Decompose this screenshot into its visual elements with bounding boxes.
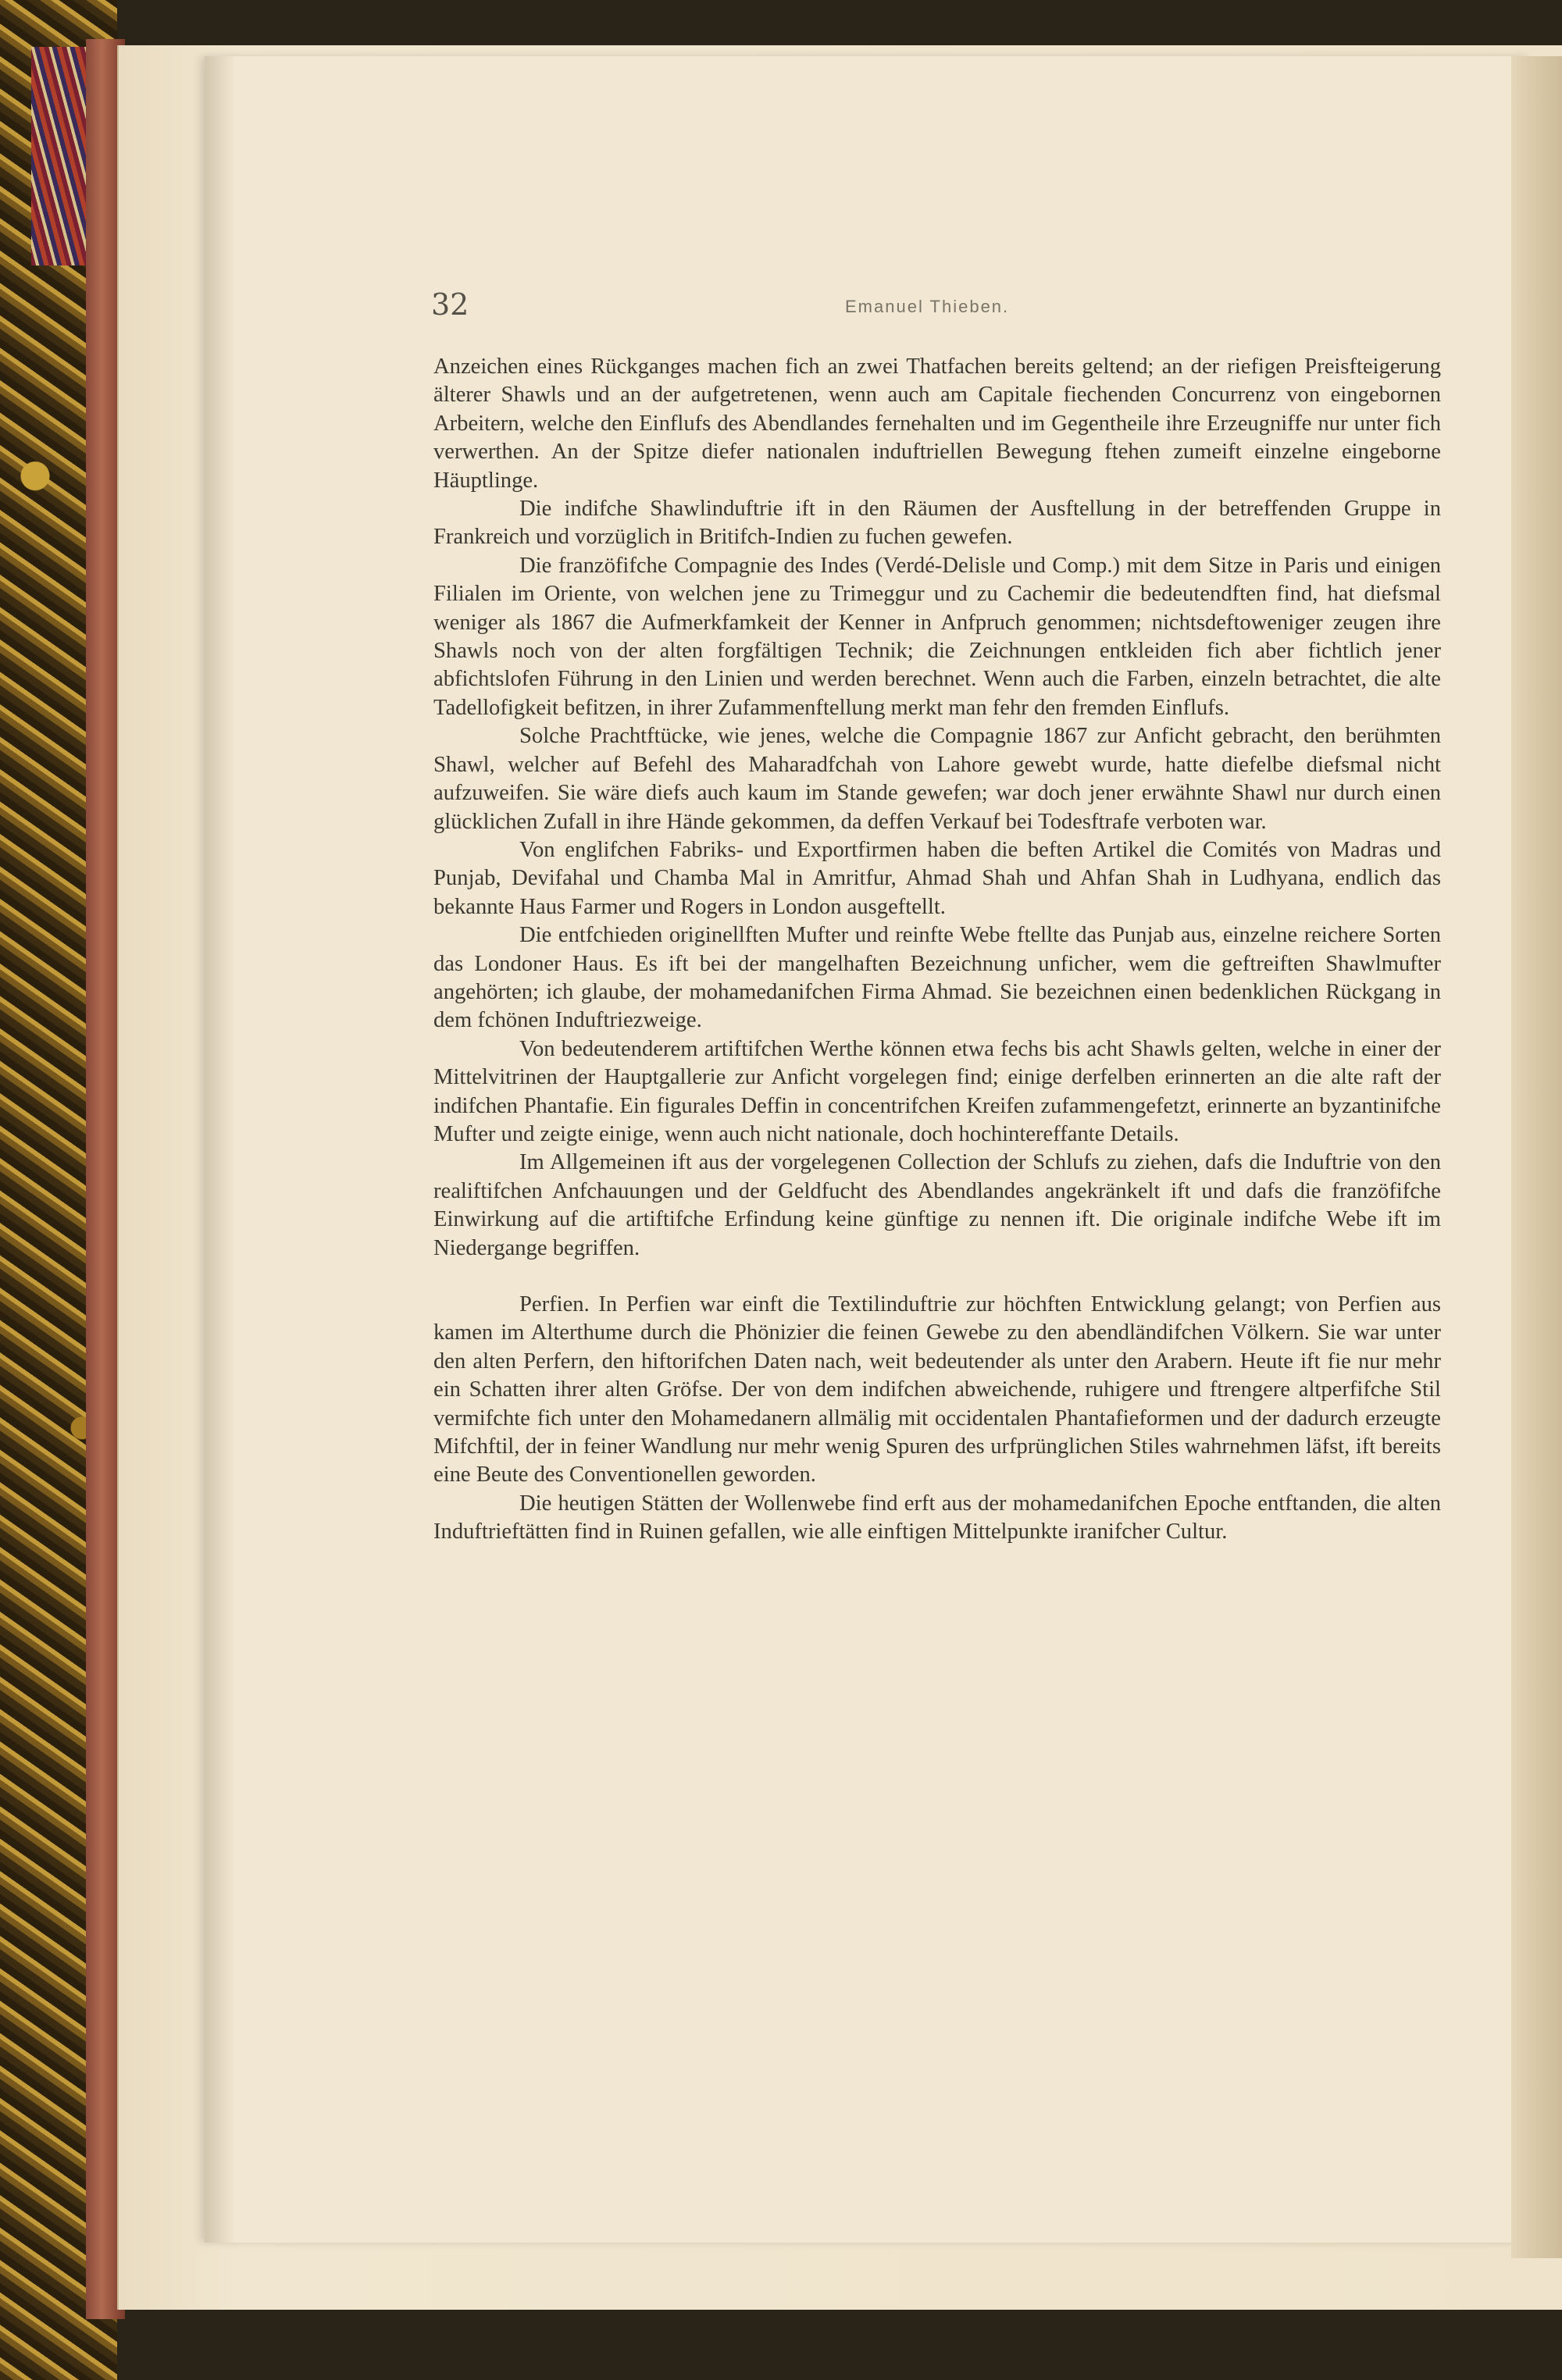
page-right-edge [1511, 56, 1562, 2258]
gutter-shadow [205, 56, 236, 2243]
paragraph: Die indifche Shawlinduftrie ift in den Räumen der Ausftellung in der betreffenden Gruppe in Frankreich und vorzüglich in Britifch-Indien zu fuchen gewefen. [433, 497, 1441, 550]
page-number: 32 [431, 287, 469, 322]
body-text [433, 353, 1441, 1547]
paragraph: Solche Prachtftücke, wie jenes, welche die Compagnie 1867 zur Anficht gebracht, den berühmten Shawl, welcher auf Befehl des Maharadfchah von Lahore gewebt wurde, hatte diefelbe diefsmal nicht aufzuweifen. Sie wäre diefs auch kaum im Stande gewefen; war doch jener erwähnte Shawl nur durch einen glücklichen Zufall in ihre Hände gekommen, da deffen Verkauf bei Todesftrafe verboten war. [433, 724, 1441, 834]
paragraph: Von bedeutenderem artiftifchen Werthe können etwa fechs bis acht Shawls gelten, welche in einer der Mittelvitrinen der Hauptgallerie zur Anficht vorgelegen find; einige derfelben erinnerten an die alte raft der indifchen Phantafie. Ein figurales Deffin in concentrifchen Kreifen zufammengefetzt, erinnerte an byzantinifche Mufter und zeigte einige, wenn auch nicht nationale, doch hochintereffante Details. [433, 1036, 1441, 1146]
paragraph: Die entfchieden originellften Mufter und reinfte Webe ftellte das Punjab aus, einzelne reichere Sorten das Londoner Haus. Es ift bei der mangelhaften Bezeichnung unficher, wem die geftreiften Shawlmufter angehörten; ich glaube, der mohamedanifchen Firma Ahmad. Sie bezeichnen einen bedenklichen Rückgang in dem fchönen Induftriezweige. [433, 923, 1441, 1033]
paragraph: Die franzöfifche Compagnie des Indes (Verdé-Delisle und Comp.) mit dem Sitze in Paris und einigen Filialen im Oriente, von welchen jene zu Trimeggur und zu Cachemir die bedeutendften find, hat diefsmal weniger als 1867 die Aufmerkfamkeit der Kenner in Anfpruch genommen; nichtsdeftoweniger zeugen ihre Shawls noch von der alten forgfältigen Technik; die Zeichnungen entkleiden fich aber fichtlich jener abfichtslofen Führung in den Linien und werden berechnet. Wenn auch die Farben, einzeln betrachtet, die alte Tadellofigkeit befitzen, in ihrer Zufammenftellung merkt man fehr den fremden Einflufs. [433, 553, 1441, 720]
running-head: Emanuel Thieben. [845, 297, 1010, 316]
paragraph: Anzeichen eines Rückganges machen fich an zwei Thatfachen bereits geltend; an der riefigen Preisfteigerung älterer Shawls und an der aufgetretenen, wenn auch am Capitale fiechenden Concurrenz von eingebornen Arbeitern, welche den Einflufs des Abendlandes fernehalten und im Gegentheile ihre Erzeugniffe nur unter fich verwerthen. An der Spitze diefer nationalen induftriellen Bewegung ftehen zumeift einzelne eingeborne Häuptlinge. [433, 355, 1441, 493]
paragraph: Die heutigen Stätten der Wollenwebe find erft aus der mohamedanifchen Epoche entftanden, die alten Induftrieftätten find in Ruinen gefallen, wie alle einftigen Mittelpunkte iranifcher Cultur. [433, 1491, 1441, 1545]
section-paragraph: Perfien. In Perfien war einft die Textilinduftrie zur höchften Entwicklung gelangt; von Perfien aus kamen im Alterthume durch die Phönizier die feinen Gewebe zu den abendländifchen Völkern. Sie war unter den alten Perfern, den hiftorifchen Daten nach, weit bedeutender als unter den Arabern. Heute ift fie nur mehr ein Schatten ihrer alten Gröfse. Der von dem indifchen abweichende, ruhigere und ftrengere altperfifche Stil vermifchte fich unter den Mohamedanern allmälig mit occidentalen Phantafieformen und der dadurch erzeugte Mifchftil, der in feiner Wandlung nur mehr wenig Spuren des urfprünglichen Stiles wahrnehmen läfst, ift bereits eine Beute des Conventionellen geworden. [433, 1292, 1441, 1488]
page-header [431, 287, 1446, 326]
paragraph: Im Allgemeinen ift aus der vorgelegenen Collection der Schlufs zu ziehen, dafs die Induftrie von den realiftifchen Anfchauungen und der Geldfucht des Abendlandes angekränkelt ift und dafs die franzöfifche Einwirkung auf die artiftifche Erfindung keine günftige zu nennen ift. Die originale indifche Webe ift im Niedergange begriffen. [433, 1150, 1441, 1260]
paragraph: Von englifchen Fabriks- und Exportfirmen haben die beften Artikel die Comités von Madras und Punjab, Devifahal und Chamba Mal in Amritfur, Ahmad Shah und Ahfan Shah in Ludhyana, endlich das bekannte Haus Farmer und Rogers in London ausgeftellt. [433, 837, 1441, 919]
